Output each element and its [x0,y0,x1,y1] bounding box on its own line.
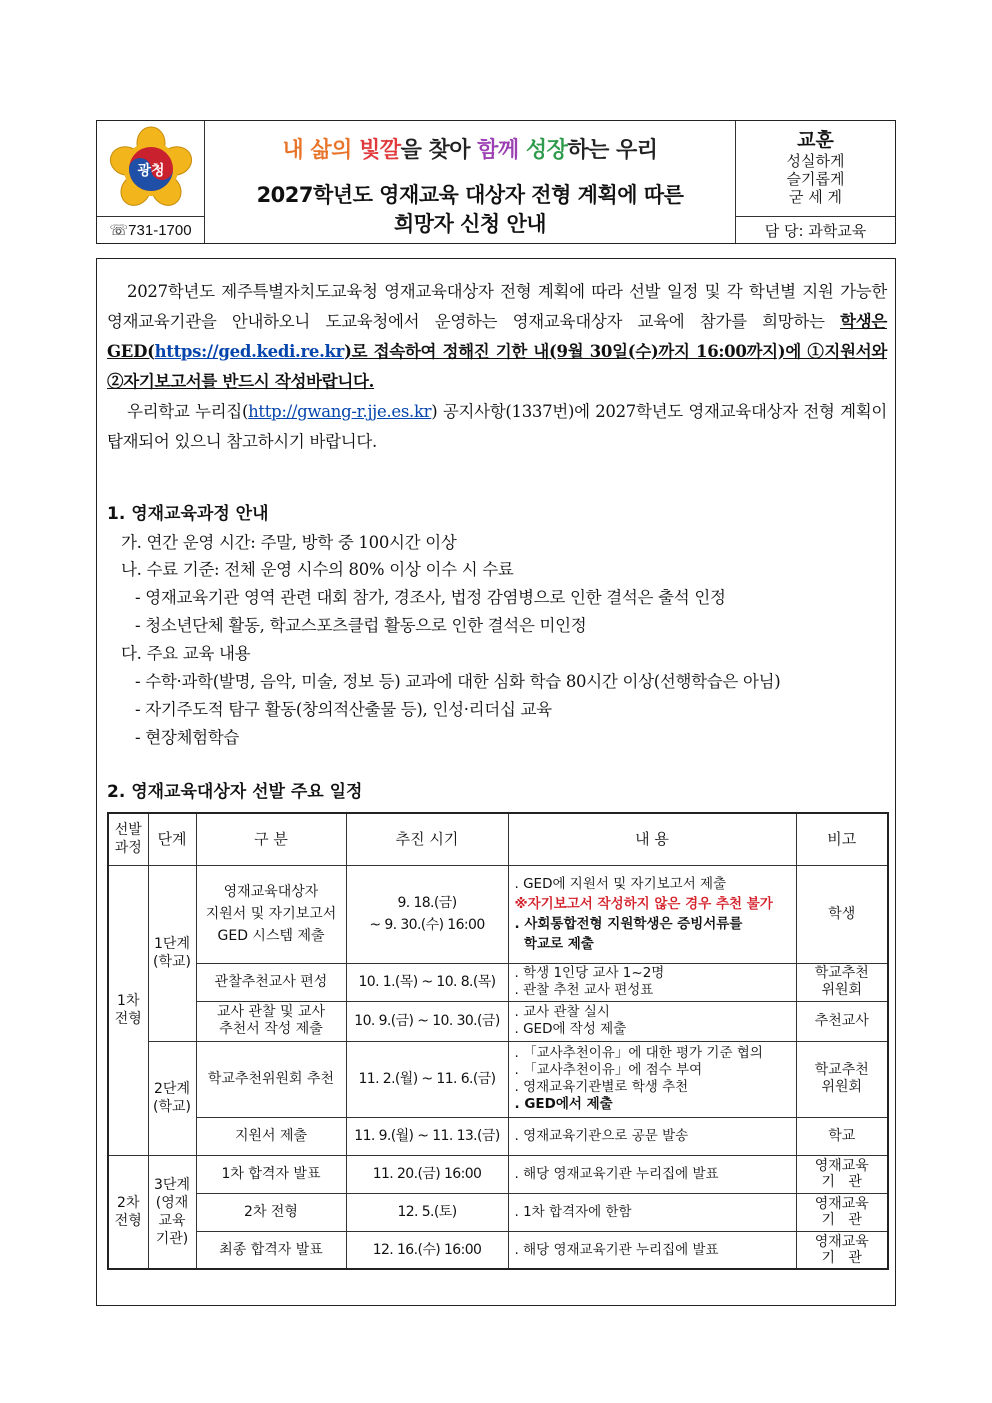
intro-text: ) 공지사항(1337번)에 2027학년도 영재교육대상자 전형 계획이 탑재되어 있으니 참고하시기 바랍니다. [107,402,888,451]
date-cell: 9. 18.(금) ~ 9. 30.(수) 16:00 [346,865,508,963]
table-row [108,1231,888,1269]
slogan-part: 성장 [525,138,568,163]
header-cell: 비고 [796,813,888,865]
content-cell: . 1차 합격자에 한함 [508,1193,796,1231]
header-left-cell [97,121,205,243]
table-row [108,1193,888,1231]
content-cell: . 해당 영재교육기관 누리집에 발표 [508,1231,796,1269]
date-cell: 12. 5.(토) [346,1193,508,1231]
section-1-item: 가. 연간 운영 시간: 주말, 방학 중 100시간 이상 [121,533,457,552]
school-phone: ☏731-1700 [109,222,192,239]
slogan-part: 내 삶의 [282,138,360,163]
content-cell [508,865,796,963]
section-1-item: 다. 주요 교육 내용 [121,644,251,663]
note-cell: 영재교육 기 관 [796,1231,888,1269]
note-cell: 학교추천 위원회 [796,963,888,1001]
item-cell: 영재교육대상자 지원서 및 자기보고서 GED 시스템 제출 [196,865,346,963]
date-cell: 11. 9.(월) ~ 11. 13.(금) [346,1117,508,1155]
section-1-item: - 현장체험학습 [135,728,240,747]
content-warning: ※자기보고서 작성하지 않은 경우 추천 불가 [514,896,773,912]
section-1-item: - 청소년단체 활동, 학교스포츠클럽 활동으로 인한 결석은 미인정 [135,616,587,635]
header-right-cell [735,121,895,243]
header-cell: 선발 과정 [108,813,148,865]
item-cell: 관찰추천교사 편성 [196,963,346,1001]
school-homepage-link[interactable]: http://gwang-r.jje.es.kr [248,402,432,421]
note-cell: 학교추천 위원회 [796,1041,888,1117]
content-cell: . 교사 관찰 실시 . GED에 작성 제출 [508,1001,796,1041]
note-cell: 영재교육 기 관 [796,1193,888,1231]
header-cell: 구 분 [196,813,346,865]
intro-paragraph-2 [107,397,887,457]
section-1-item: 나. 수료 기준: 전체 운영 시수의 80% 이상 이수 시 수료 [121,560,514,579]
intro-emphasis: )로 접속하여 정해진 기한 내(9월 30일(수)까지 16:00까지)에 ①지원서와 ②자기보고서를 반드시 작성바랍니다. [107,342,887,391]
item-cell: 지원서 제출 [196,1117,346,1155]
note-cell: 추천교사 [796,1001,888,1041]
motto-line: 성실하게 [786,152,845,170]
header-cell: 단계 [148,813,196,865]
content-cell: . 영재교육기관으로 공문 발송 [508,1117,796,1155]
section-2-title: 2. 영재교육대상자 선발 주요 일정 [107,782,363,802]
person-in-charge: 담 당: 과학교육 [764,221,867,240]
process-cell: 1차 전형 [108,865,148,1155]
stage-cell: 2단계 (학교) [148,1041,196,1155]
content-cell: . 해당 영재교육기관 누리집에 발표 [508,1155,796,1193]
stage-cell: 1단계 (학교) [148,865,196,1041]
school-motto [736,121,895,217]
date-cell: 10. 1.(목) ~ 10. 8.(목) [346,963,508,1001]
process-cell: 2차 전형 [108,1155,148,1269]
table-row [108,1001,888,1041]
stage-cell: 3단계 (영재 교육 기관) [148,1155,196,1269]
slogan-part: 하는 우리 [567,138,658,163]
document-title [205,181,735,239]
motto-line: 슬기롭게 [786,170,845,188]
date-cell: 11. 2.(월) ~ 11. 6.(금) [346,1041,508,1117]
section-1-title: 1. 영재교육과정 안내 [107,504,269,524]
content-cell: . 학생 1인당 교사 1~2명 . 관찰 추천 교사 편성표 [508,963,796,1001]
item-cell: 2차 전형 [196,1193,346,1231]
content-line: . GED에 지원서 및 자기보고서 제출 [514,876,727,892]
section-1-item: - 수학·과학(발명, 음악, 미술, 정보 등) 교과에 대한 심화 학습 80시간 이상(선행학습은 아님) [135,672,781,691]
item-cell: 1차 합격자 발표 [196,1155,346,1193]
intro-emphasis: 학생은 GED( [107,312,887,361]
ged-link[interactable]: https://ged.kedi.re.kr [154,342,345,361]
school-slogan [205,133,735,164]
content-line: . GED에서 제출 [514,1096,613,1112]
date-cell: 11. 20.(금) 16:00 [346,1155,508,1193]
table-row [108,963,888,1001]
header-cell: 내 용 [508,813,796,865]
date-cell: 10. 9.(금) ~ 10. 30.(금) [346,1001,508,1041]
motto-title: 교훈 [797,129,834,151]
table-row [108,1041,888,1117]
section-1-item: - 자기주도적 탐구 활동(창의적산출물 등), 인성·리더십 교육 [135,700,552,719]
slogan-part: 빛깔 [359,138,401,163]
table-row [108,1117,888,1155]
note-cell: 학교 [796,1117,888,1155]
table-header-row [108,813,888,865]
document-header [96,120,896,244]
table-row [108,865,888,963]
school-emblem-icon [108,126,194,212]
intro-text: 2027학년도 제주특별자치도교육청 영재교육대상자 전형 계획에 따라 선발 일정 및 각 학년별 지원 가능한 영재교육기관을 안내하오니 도교육청에서 운영하는 영재교육대상자 교육에 참가를 희망하는 [107,282,887,331]
school-logo [97,121,204,217]
item-cell: 최종 합격자 발표 [196,1231,346,1269]
slogan-part: 을 찾아 [400,138,478,163]
header-cell: 추진 시기 [346,813,508,865]
note-cell: 영재교육 기 관 [796,1155,888,1193]
table-row [108,1155,888,1193]
selection-schedule-table [107,812,889,1270]
content-cell [508,1041,796,1117]
intro-paragraph-1 [107,277,887,397]
section-1-item: - 영재교육기관 영역 관련 대회 참가, 경조사, 법정 감염병으로 인한 결석은 출석 인정 [135,588,726,607]
title-line-2: 희망자 신청 안내 [393,212,547,236]
svg-text:광청: 광청 [136,162,165,179]
item-cell: 교사 관찰 및 교사 추천서 작성 제출 [196,1001,346,1041]
date-cell: 12. 16.(수) 16:00 [346,1231,508,1269]
intro-text: 우리학교 누리집( [127,402,249,421]
header-center-cell [205,121,735,243]
content-line: . 「교사추천이유」에 대한 평가 기준 협의 . 「교사추천이유」에 점수 부여 . 영재교육기관별로 학생 추천 [514,1045,763,1095]
document-body [96,258,896,1306]
content-line: . 사회통합전형 지원학생은 증빙서류를 학교로 제출 [514,916,743,952]
note-cell: 학생 [796,865,888,963]
motto-line: 굳 세 게 [788,188,842,206]
title-line-1: 2027학년도 영재교육 대상자 전형 계획에 따른 [256,183,684,207]
item-cell: 학교추천위원회 추천 [196,1041,346,1117]
slogan-part: 함께 [477,138,526,163]
